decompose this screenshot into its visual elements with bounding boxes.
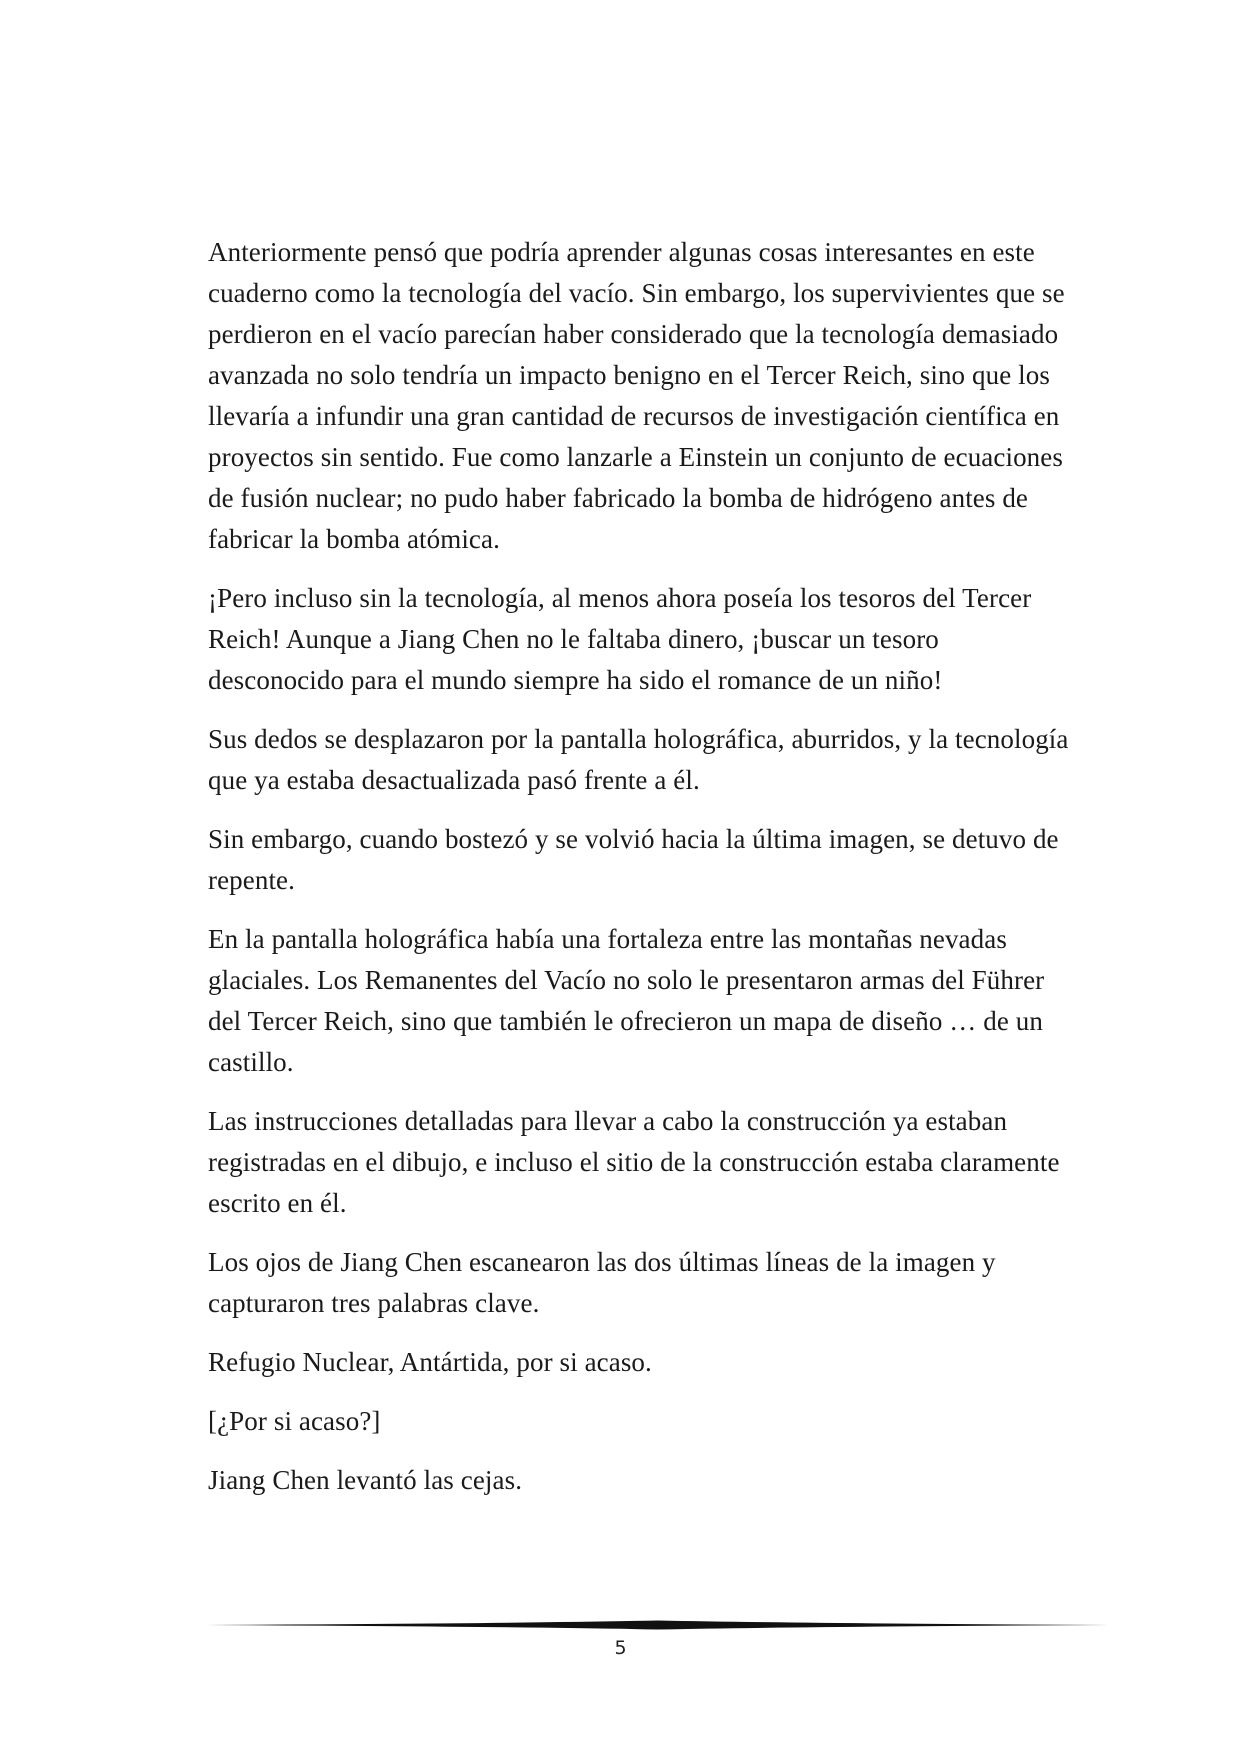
paragraph: Los ojos de Jiang Chen escanearon las dos últimas líneas de la imagen y capturaron tres palabras clave. <box>208 1247 996 1318</box>
page-number: 5 <box>614 1637 627 1659</box>
paragraph: Anteriormente pensó que podría aprender algunas cosas interesantes en este cuaderno como la tecnología del vacío. Sin embargo, los supervivientes que se perdieron en el vacío parecían haber considerado que la tecnología demasiado avanzada no solo tendría un impacto benigno en el Tercer Reich, sino que los llevaría a infundir una gran cantidad de recursos de investigación científica en proyectos sin sentido. Fue como lanzarle a Einstein un conjunto de ecuaciones de fusión nuclear; no pudo haber fabricado la bomba de hidrógeno antes de fabricar la bomba atómica. <box>208 237 1065 554</box>
paragraph: Sus dedos se desplazaron por la pantalla holográfica, aburridos, y la tecnología que ya estaba desactualizada pasó frente a él. <box>208 724 1069 795</box>
body-text <box>208 232 1078 1519</box>
paragraph: [¿Por si acaso?] <box>208 1406 381 1436</box>
paragraph: En la pantalla holográfica había una fortaleza entre las montañas nevadas glaciales. Los Remanentes del Vacío no solo le presentaron armas del Führer del Tercer Reich, sino que también le ofrecieron un mapa de diseño … de un castillo. <box>208 924 1045 1077</box>
footer-divider <box>206 1619 1109 1631</box>
paragraph: Las instrucciones detalladas para llevar a cabo la construcción ya estaban registradas en el dibujo, e incluso el sitio de la construcción estaba claramente escrito en él. <box>208 1106 1060 1218</box>
paragraph: Jiang Chen levantó las cejas. <box>208 1465 523 1495</box>
paragraph: Refugio Nuclear, Antártida, por si acaso. <box>208 1347 652 1377</box>
paragraph: ¡Pero incluso sin la tecnología, al menos ahora poseía los tesoros del Tercer Reich! Aunque a Jiang Chen no le faltaba dinero, ¡buscar un tesoro desconocido para el mundo siempre ha sido el romance de un niño! <box>208 583 1032 695</box>
paragraph: Sin embargo, cuando bostezó y se volvió hacia la última imagen, se detuvo de repente. <box>208 824 1059 895</box>
